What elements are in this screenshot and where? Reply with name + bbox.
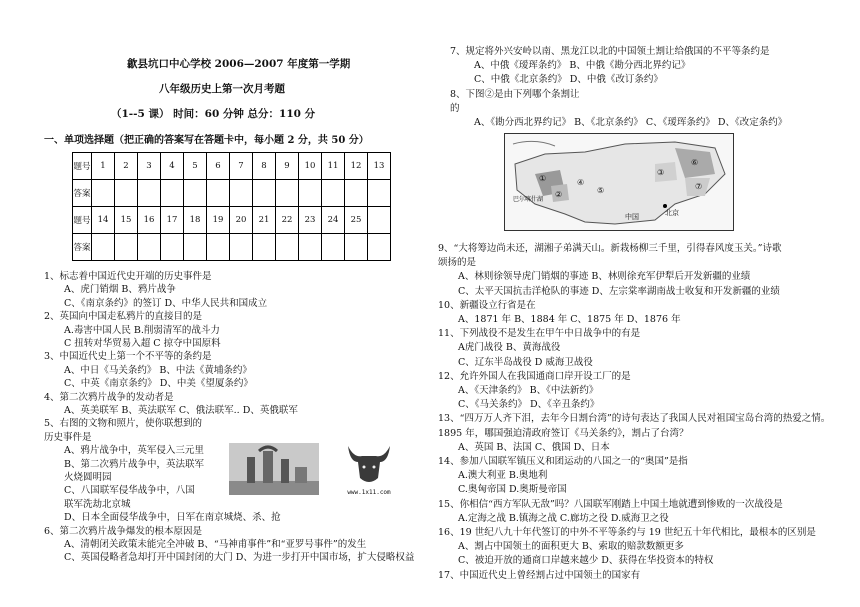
- question-line: C、八国联军侵华战争中，八国: [64, 485, 195, 497]
- question-line: 15、你相信“西方军队无敌”吗？八国联军刚踏上中国土地就遭到惨败的一次战役是: [438, 498, 783, 510]
- question-line: 14、参加八国联军镇压义和团运动的八国之一的“奥国”是指: [438, 456, 688, 467]
- question-line: A.毒害中国人民 B.削弱清军的战斗力: [64, 324, 220, 336]
- question-line: D、日本全面侵华战争中，日军在南京城烧、杀、抢: [64, 512, 281, 524]
- question-line: A、英美联军 B、英法联军 C、俄法联军.. D、英俄联军: [64, 405, 298, 416]
- question-line: A、《天津条约》 B、《中法新约》: [458, 385, 599, 396]
- map-marker-5: ⑤: [597, 186, 605, 195]
- question-line: A、割占中国领土的面积更大 B、索取的赔款数额更多: [458, 541, 684, 553]
- map-marker-1: ①: [539, 174, 547, 183]
- question-line: 5、右图的文物和照片，使你联想到的: [44, 418, 203, 430]
- map-marker-6: ⑥: [691, 158, 699, 167]
- question-line: 6、第二次鸦片战争爆发的根本原因是: [44, 525, 203, 537]
- question-line: C、《马关条约》 D、《辛丑条约》: [458, 399, 600, 411]
- question-line: 历史事件是: [44, 431, 92, 443]
- question-line: 16、19 世纪八九十年代签订的中外不平等条约与 19 世纪五十年代相比，最根本的区别是: [438, 527, 816, 538]
- exam-meta: （1--5 课） 时间：60 分钟 总分：110 分: [111, 108, 316, 120]
- question-line: 10、新疆设立行省是在: [438, 299, 536, 311]
- question-line: 颂扬的是: [438, 257, 477, 269]
- question-line: C、中俄《北京条约》 D、中俄《改订条约》: [474, 74, 663, 86]
- question-line: 11、下列战役不是发生在甲午中日战争中的有是: [438, 328, 641, 340]
- question-line: A.定海之战 B.镇海之战 C.廊坊之役 D.威海卫之役: [458, 512, 669, 524]
- question-line: C、中英《南京条约》 D、中美《望厦条约》: [64, 378, 253, 390]
- question-line: 火烧圆明园: [64, 472, 112, 483]
- question-line: A、1871 年 B、1884 年 C、1875 年 D、1876 年: [458, 314, 681, 325]
- question-line: C、《南京条约》的签订 D、中华人民共和国成立: [64, 297, 268, 309]
- exam-title: 八年级历史上第一次月考题: [159, 83, 285, 95]
- map-marker-2: ②: [555, 190, 563, 199]
- map-country-label: 中国: [625, 213, 639, 221]
- question-line: 17、中国近代史上曾经割占过中国领土的国家有: [438, 569, 641, 581]
- map-marker-7: ⑦: [695, 182, 703, 191]
- question-line: B、第二次鸦片战争中，英法联军: [64, 458, 204, 470]
- question-line: A、英国 B、法国 C、俄国 D、日本: [458, 441, 610, 453]
- question-line: A.澳大利亚 B.奥地利: [458, 470, 548, 482]
- question-line: A虎门战役 B、黄海战役: [458, 342, 561, 354]
- question-line: 9、“大将筹边尚未还，湖湘子弟满天山。新栽杨柳三千里，引得春风度玉关。”诗歌: [438, 243, 782, 254]
- row-label: 题号: [73, 153, 92, 180]
- ox-head-relic: www.1x11.com: [344, 440, 394, 494]
- question-line: 7、规定将外兴安岭以南、黑龙江以北的中国领土割让给俄国的不平等条约是: [450, 46, 770, 57]
- map-marker-3: ③: [657, 168, 665, 177]
- question-line: 1895 年，哪国强迫清政府签订《马关条约》，割占了台湾？: [438, 427, 689, 439]
- question-line: A、中日《马关条约》 B、中法《黄埔条约》: [64, 364, 252, 376]
- question-line: A、林则徐领导虎门销烟的事迹 B、林则徐充军伊犁后开发新疆的业绩: [458, 271, 751, 283]
- question-line: C.奥匈帝国 D.奥斯曼帝国: [458, 484, 567, 496]
- question-line: 的: [450, 102, 460, 114]
- question-line: C、辽东半岛战役 D 威海卫战役: [458, 356, 593, 368]
- question-line: A、《勘分西北界约记》 B、《北京条约》 C、《瑷珲条约》 D、《改定条约》: [474, 117, 788, 128]
- question-line: 8、下图②是由下列哪个条割让: [450, 88, 580, 100]
- question-line: A、清朝闭关政策未能完全冲破 B、“马神甫事件”和“亚罗号事件”的发生: [64, 539, 367, 550]
- question-line: 4、第二次鸦片战争的发动者是: [44, 391, 174, 403]
- question-line: 1、标志着中国近代史开端的历史事件是: [44, 271, 212, 282]
- map-lake-label: 巴尔喀什湖: [513, 196, 544, 203]
- question-line: C、太平天国抗击洋枪队的事迹 D、左宗棠率湖南战士收复和开发新疆的业绩: [458, 285, 780, 297]
- treaty-map: [504, 133, 734, 231]
- school-title: 歙县坑口中心学校 2006—2007 年度第一学期: [127, 58, 351, 70]
- answer-table: 题号 1 2 3 4 5 6 7 8 9 10 11 12 13 答案 题号 14 15 16 17 18 19 20 21 22 23 24 25 答案: [72, 152, 391, 261]
- question-line: 2、英国向中国走私鸦片的直接目的是: [44, 311, 203, 323]
- question-line: C 扭转对华贸易入超 C 掠夺中国原料: [64, 338, 221, 349]
- question-line: C、英国侵略者急却打开中国封闭的大门 D、为进一步打开中国市场，扩大侵略权益: [64, 552, 415, 564]
- question-line: 13、“四万万人齐下泪，去年今日割台湾”的诗句表达了我国人民对祖国宝岛台湾的热爱之情。: [438, 413, 831, 425]
- question-line: 3、中国近代史上第一个不平等的条约是: [44, 351, 212, 363]
- question-line: A、中俄《瑷珲条约》 B、中俄《勘分西北界约记》: [474, 60, 691, 72]
- question-line: C、被迫开放的通商口岸越来越少 D、获得在华投资本的特权: [458, 555, 714, 567]
- map-city-label: 北京: [665, 209, 679, 217]
- map-marker-4: ④: [577, 178, 585, 187]
- question-line: 联军洗劫北京城: [64, 498, 131, 510]
- question-line: 12、允许外国人在我国通商口岸开设工厂的是: [438, 370, 631, 382]
- ruins-photo: [229, 443, 319, 495]
- section-title: 一、单项选择题（把正确的答案写在答题卡中，每小题 2 分，共 50 分）: [44, 135, 369, 146]
- question-line: A、虎门销烟 B、鸦片战争: [64, 284, 176, 296]
- question-line: A、鸦片战争中，英军侵入三元里: [64, 445, 204, 457]
